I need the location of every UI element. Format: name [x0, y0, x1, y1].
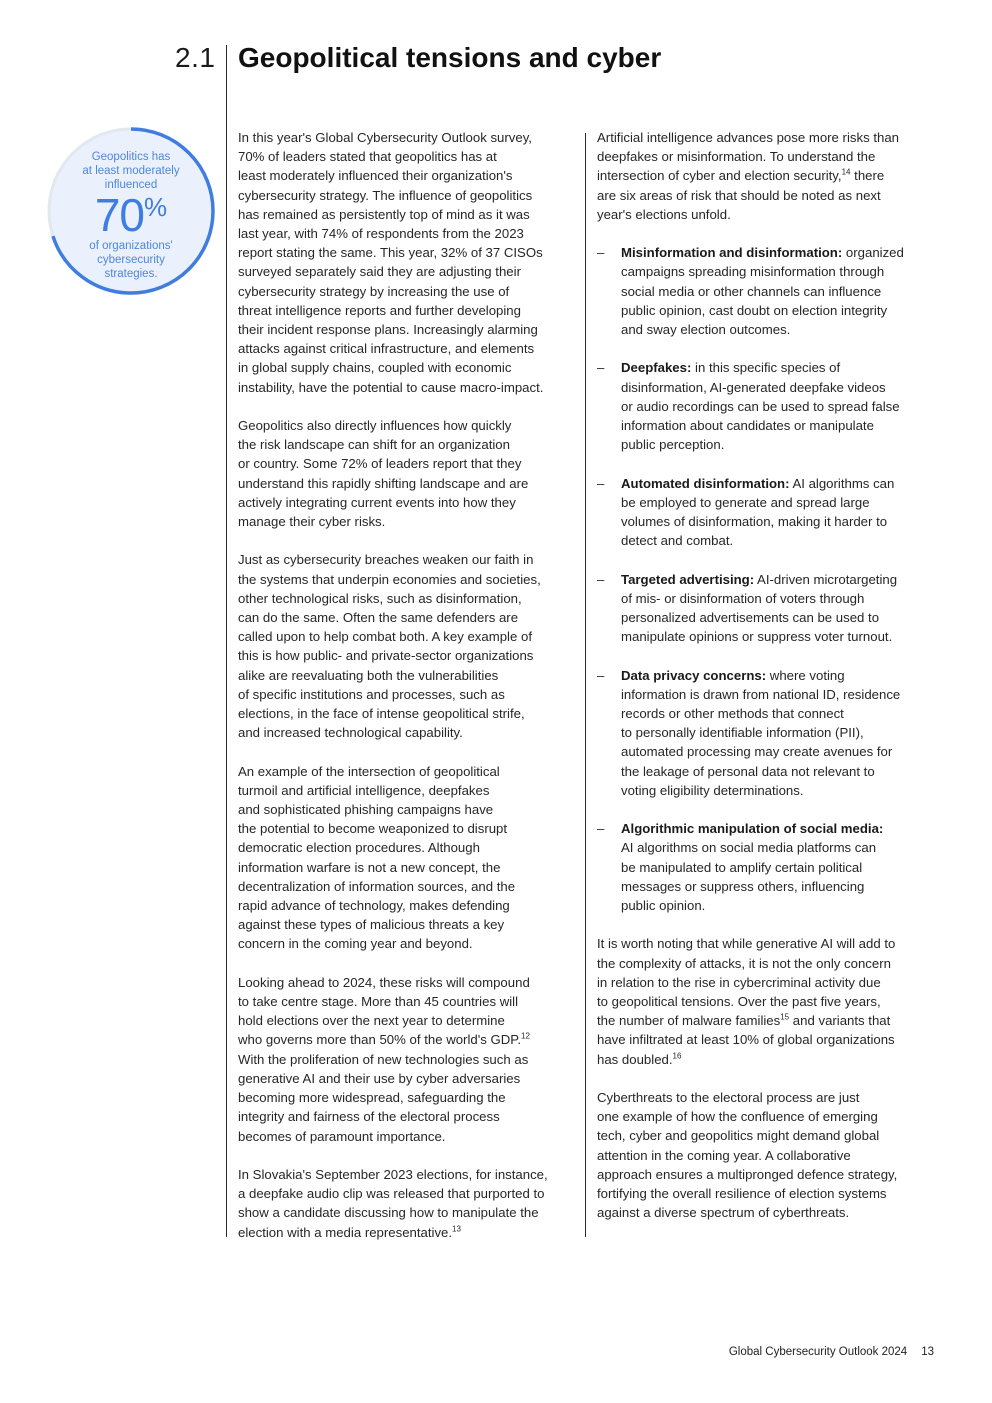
stat-bottom-text: of organizations' cybersecurity strategies. — [89, 240, 173, 280]
footnote-ref[interactable]: 15 — [780, 1012, 790, 1022]
list-item-title: Misinformation and disinformation: — [621, 245, 843, 261]
stat-number: 70 — [94, 189, 145, 241]
list-item-body: in this specific species of disinformation, AI-generated deepfake videos or audio recordings can be used to spread false information about candidates or manipulate public perception. — [621, 360, 900, 453]
paragraph: Geopolitics also directly influences how quickly the risk landscape can shift for an organization or country. Some 72% of leaders report that they understand this rapidly shifting landscape and are actively integrating current events into how they manage their cyber risks. — [238, 418, 529, 530]
stat-top-text: Geopolitics has at least moderately influenced — [82, 151, 180, 191]
paragraph-text: there are six areas of risk that should be noted as next year's elections unfold. — [597, 168, 885, 222]
column-divider-left — [226, 45, 227, 1237]
publication-title: Global Cybersecurity Outlook 2024 — [728, 1346, 908, 1358]
list-item-body: where voting information is drawn from national ID, residence records or other methods that connect to personally identifiable information (PII), automated processing may create avenues for the leakage of personal data not relevant to voting eligibility determinations. — [621, 667, 901, 798]
list-item — [597, 358, 937, 454]
dash-bullet: – — [597, 360, 605, 376]
paragraph-text: In Slovakia's September 2023 elections, for instance, a deepfake audio clip was released that purported to show a candidate discussing how to manipulate the election with a media representative. — [238, 1166, 548, 1240]
paragraph: In this year's Global Cybersecurity Outlook survey, 70% of leaders stated that geopolitics has at least moderately influenced their organization's cybersecurity strategy. The influence of geopolitics has remained as persistently top of mind as it was last year, with 74% of respondents from the 2023 report stating the same. This year, 32% of 37 CISOs surveyed separately said they are adjusting their cybersecurity strategy by increasing the use of threat intelligence reports and further developing their incident response plans. Increasingly alarming attacks against critical infrastructure, and elements in global supply chains, coupled with economic instability, have the potential to cause macro-impact. — [238, 130, 544, 395]
dash-bullet: – — [597, 667, 605, 683]
list-item-body: organized campaigns spreading misinformation through social media or other channels can influence public opinion, cast doubt on election integrity and sway election outcomes. — [621, 245, 904, 338]
dash-bullet: – — [597, 245, 605, 261]
column-left — [238, 128, 578, 1242]
paragraph — [238, 973, 578, 1146]
risk-list — [597, 243, 937, 915]
list-item — [597, 819, 937, 915]
list-item-title: Deepfakes: — [621, 360, 692, 376]
footnote-ref[interactable]: 13 — [452, 1224, 461, 1234]
list-item-title: Targeted advertising: — [621, 571, 755, 587]
paragraph — [597, 934, 937, 1068]
list-item — [597, 243, 937, 339]
page-title: Geopolitical tensions and cyber — [238, 42, 662, 73]
footnote-ref[interactable]: 16 — [672, 1051, 682, 1061]
dash-bullet: – — [597, 821, 605, 837]
dash-bullet: – — [597, 475, 605, 491]
list-item — [597, 570, 937, 647]
paragraph-text: Artificial intelligence advances pose more risks than deepfakes or misinformation. To understand the intersection of cyber and election security, — [597, 130, 899, 184]
list-item-body: AI algorithms on social media platforms can be manipulated to amplify certain political messages or suppress others, influencing public opinion. — [621, 840, 877, 914]
stat-callout — [46, 126, 216, 296]
paragraph: Just as cybersecurity breaches weaken our faith in the systems that underpin economies and societies, other technological risks, such as disinformation, can do the same. Often the same defenders are called upon to help combat both. A key example of this is how public- and private-sector organizations alike are reevaluating both the vulnerabilities of specific institutions and processes, such as elections, in the face of intense geopolitical strife, and increased technological capability. — [238, 552, 541, 741]
footnote-ref[interactable]: 12 — [521, 1032, 530, 1042]
list-item — [597, 666, 937, 800]
list-item-title: Automated disinformation: — [621, 475, 790, 491]
footnote-ref[interactable]: 14 — [841, 168, 851, 178]
paragraph: An example of the intersection of geopolitical turmoil and artificial intelligence, deepfakes and sophisticated phishing campaigns have the potential to become weaponized to disrupt democratic election procedures. Although information warfare is not a new concept, the decentralization of information sources, and the rapid advance of technology, makes defending against these types of malicious threats a key concern in the coming year and beyond. — [238, 763, 516, 952]
paragraph-text: With the proliferation of new technologies such as generative AI and their use by cyber adversaries becoming more widespread, safeguarding the integrity and fairness of the electoral process becomes of paramount importance. — [238, 1051, 529, 1144]
list-item — [597, 474, 937, 551]
paragraph: Cyberthreats to the electoral process are just one example of how the confluence of emerging tech, cyber and geopolitics might demand global attention in the coming year. A collaborative approach ensures a multipronged defence strategy, fortifying the overall resilience of election systems against a diverse spectrum of cyberthreats. — [597, 1090, 898, 1221]
paragraph-text: and variants that have infiltrated at least 10% of global organizations has doubled. — [597, 1013, 895, 1067]
column-right — [597, 128, 937, 1222]
column-divider-middle — [585, 133, 586, 1237]
page-number: 13 — [921, 1346, 934, 1358]
paragraph — [597, 128, 937, 224]
dash-bullet: – — [597, 571, 605, 587]
list-item-body: AI-driven microtargeting of mis- or disinformation of voters through personalized advertisements can be used to manipulate opinions or suppress voter turnout. — [621, 571, 898, 645]
list-item-title: Algorithmic manipulation of social media: — [621, 821, 884, 837]
paragraph — [238, 1165, 578, 1242]
page-footer — [729, 1346, 934, 1358]
section-number: 2.1 — [175, 42, 216, 73]
paragraph-text: Looking ahead to 2024, these risks will compound to take centre stage. More than 45 countries will hold elections over the next year to determine who governs more than 50% of the world's GDP. — [238, 974, 530, 1048]
paragraph-text: It is worth noting that while generative AI will add to the complexity of attacks, it is not the only concern in relation to the rise in cybercriminal activity due to geopolitical tensions. Over the past five years, the number of malware families — [597, 936, 896, 1029]
stat-unit: % — [144, 192, 168, 222]
list-item-title: Data privacy concerns: — [621, 667, 767, 683]
list-item-body: AI algorithms can be employed to generate and spread large volumes of disinformation, making it harder to detect and combat. — [621, 475, 895, 549]
